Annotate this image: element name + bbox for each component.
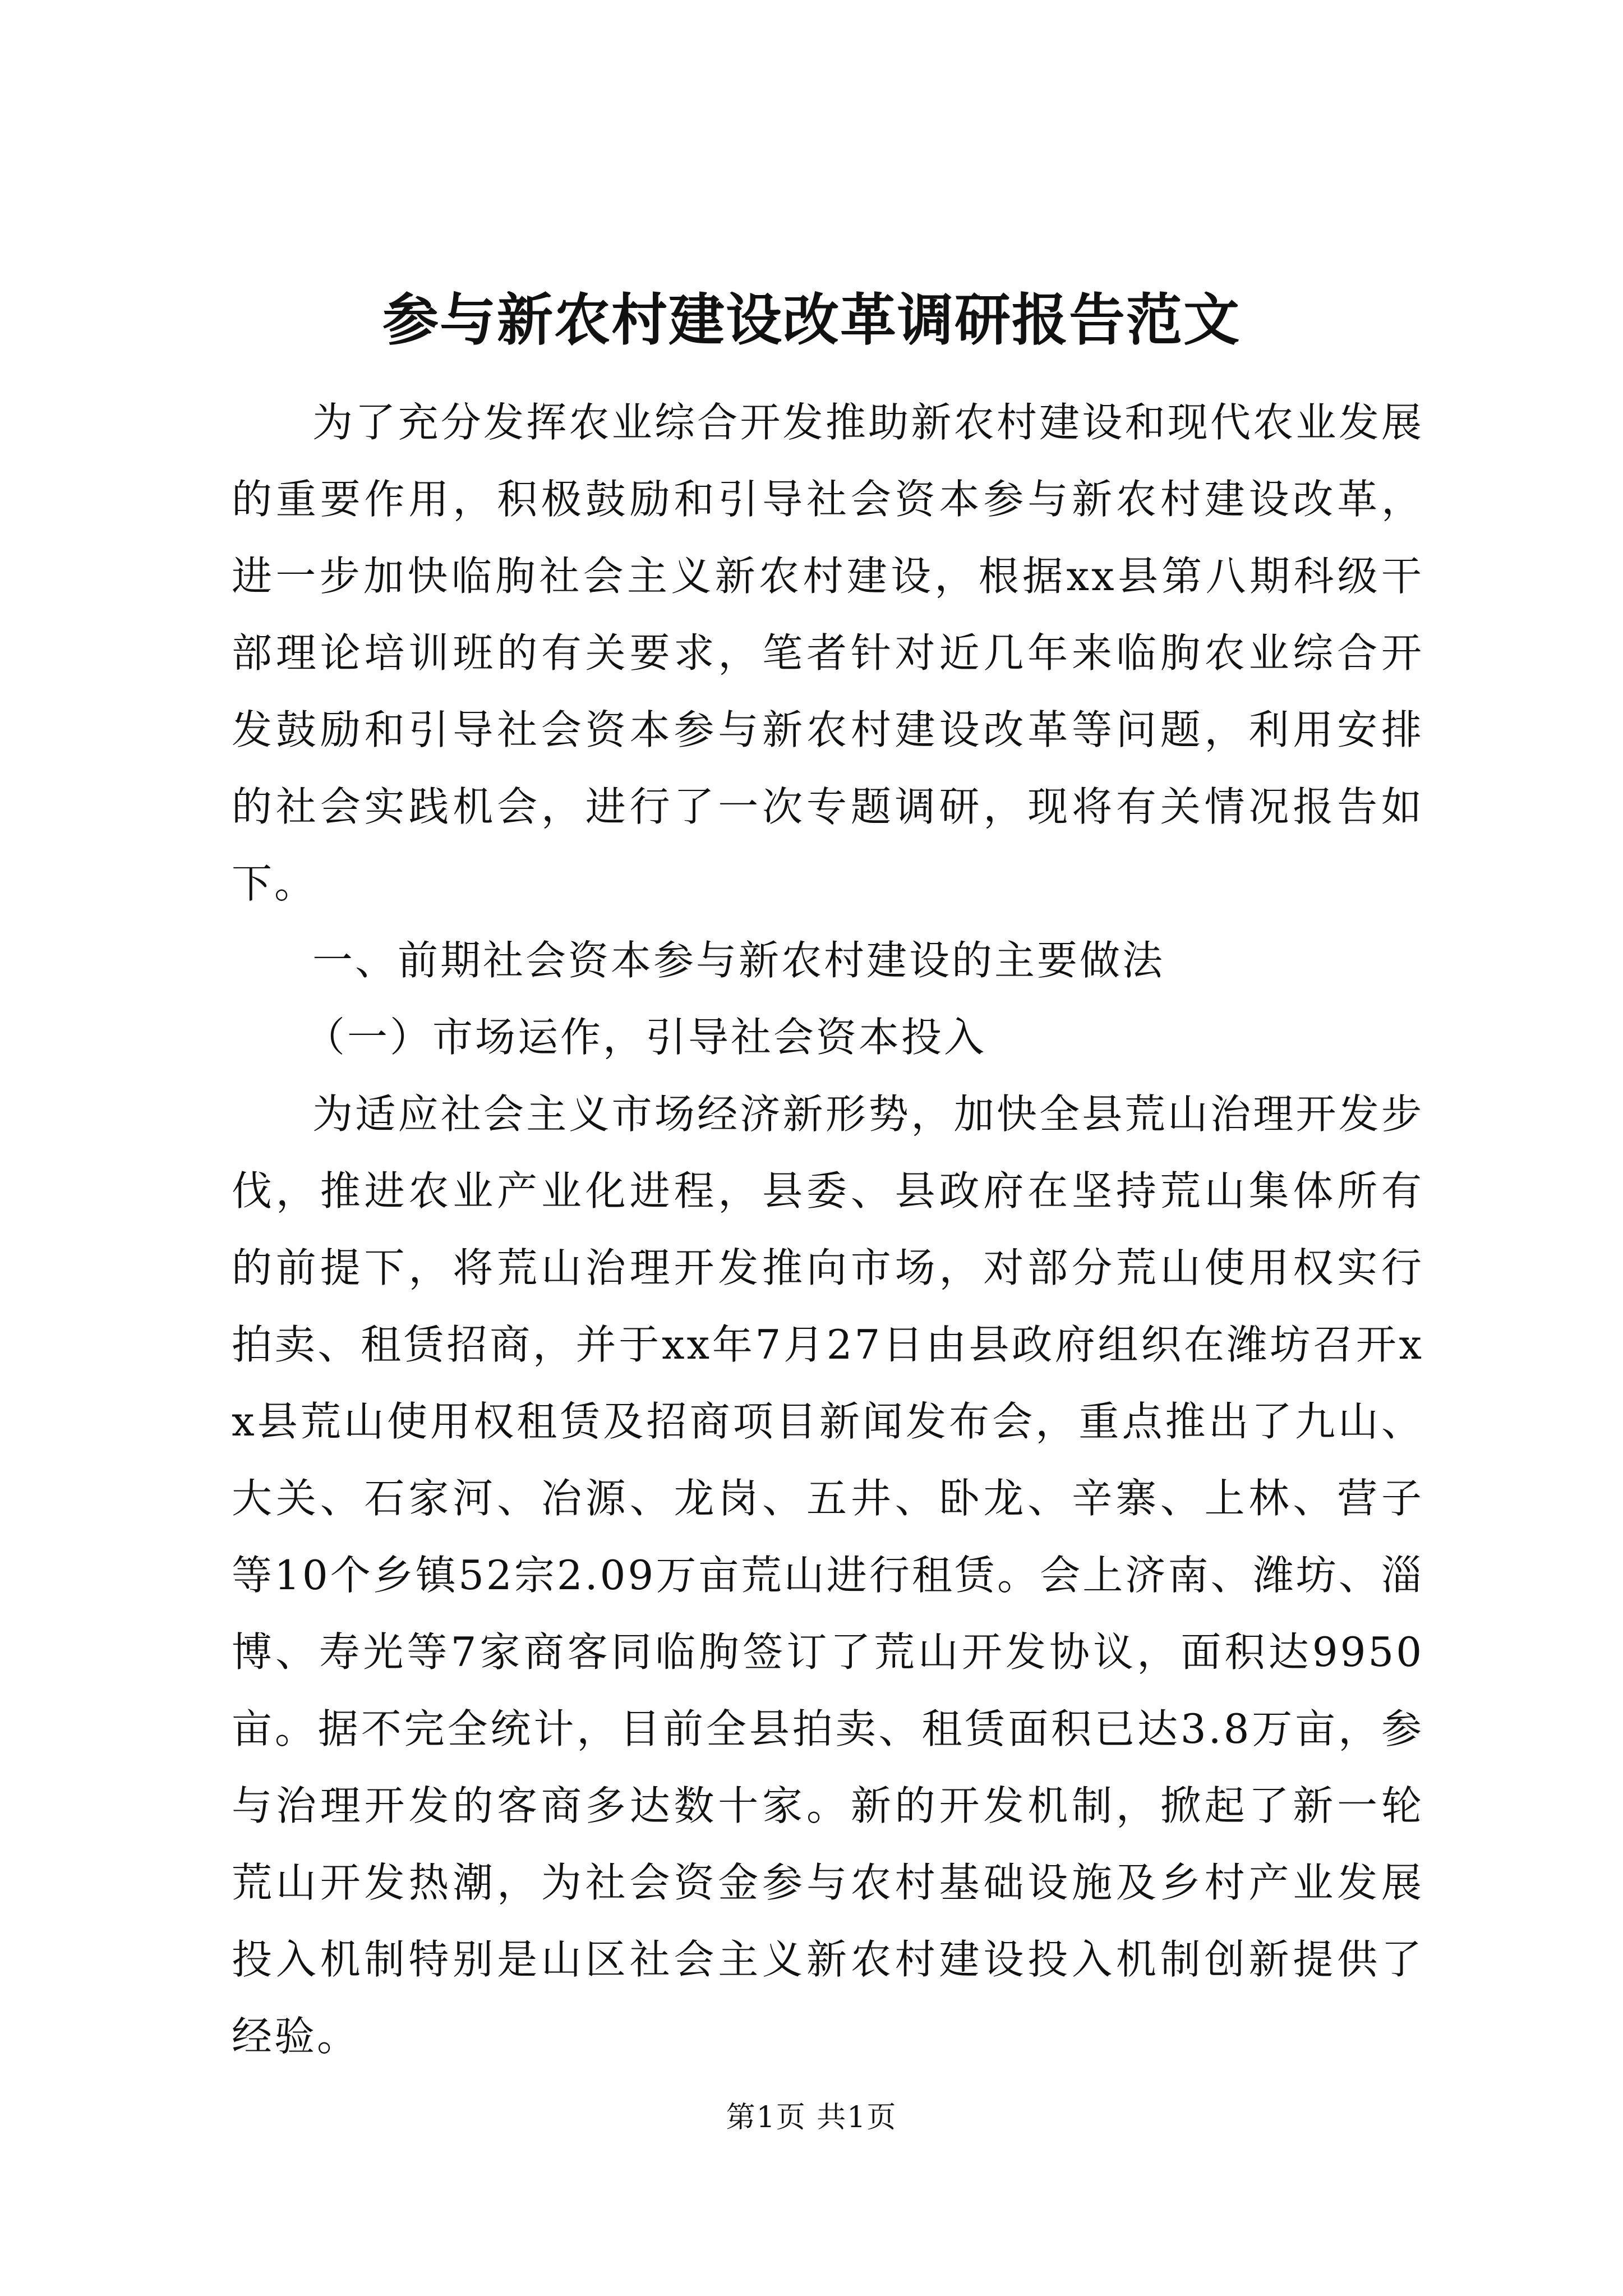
document-title: 参与新农村建设改革调研报告范文: [382, 287, 1241, 353]
intro-paragraph: 为了充分发挥农业综合开发推助新农村建设和现代农业发展的重要作用，积极鼓励和引导社会资本参与新农村建设改革，进一步加快临朐社会主义新农村建设，根据xx县第八期科级干部理论培训班的有关要求，笔者针对近几年来临朐农业综合开发鼓励和引导社会资本参与新农村建设改革等问题，利用安排的社会实践机会，进行了一次专题调研，现将有关情况报告如下。: [232, 399, 1424, 907]
body-paragraph: 为适应社会主义市场经济新形势，加快全县荒山治理开发步伐，推进农业产业化进程，县委、县政府在坚持荒山集体所有的前提下，将荒山治理开发推向市场，对部分荒山使用权实行拍卖、租赁招商，并于xx年7月27日由县政府组织在潍坊召开xx县荒山使用权租赁及招商项目新闻发布会，重点推出了九山、大关、石家河、冶源、龙岗、五井、卧龙、辛寨、上林、营子等10个乡镇52宗2.09万亩荒山进行租赁。会上济南、潍坊、淄博、寿光等7家商客同临朐签订了荒山开发协议，面积达9950亩。据不完全统计，目前全县拍卖、租赁面积已达3.8万亩，参与治理开发的客商多达数十家。新的开发机制，掀起了新一轮荒山开发热潮，为社会资金参与农村基础设施及乡村产业发展投入机制特别是山区社会主义新农村建设投入机制创新提供了经验。: [232, 1091, 1424, 2060]
section-heading: 一、前期社会资本参与新农村建设的主要做法: [312, 937, 1165, 984]
document-body: [232, 384, 1424, 2075]
subsection-heading: （一）市场运作，引导社会资本投入: [305, 1014, 987, 1061]
page-footer: 第1页 共1页: [726, 2101, 897, 2134]
